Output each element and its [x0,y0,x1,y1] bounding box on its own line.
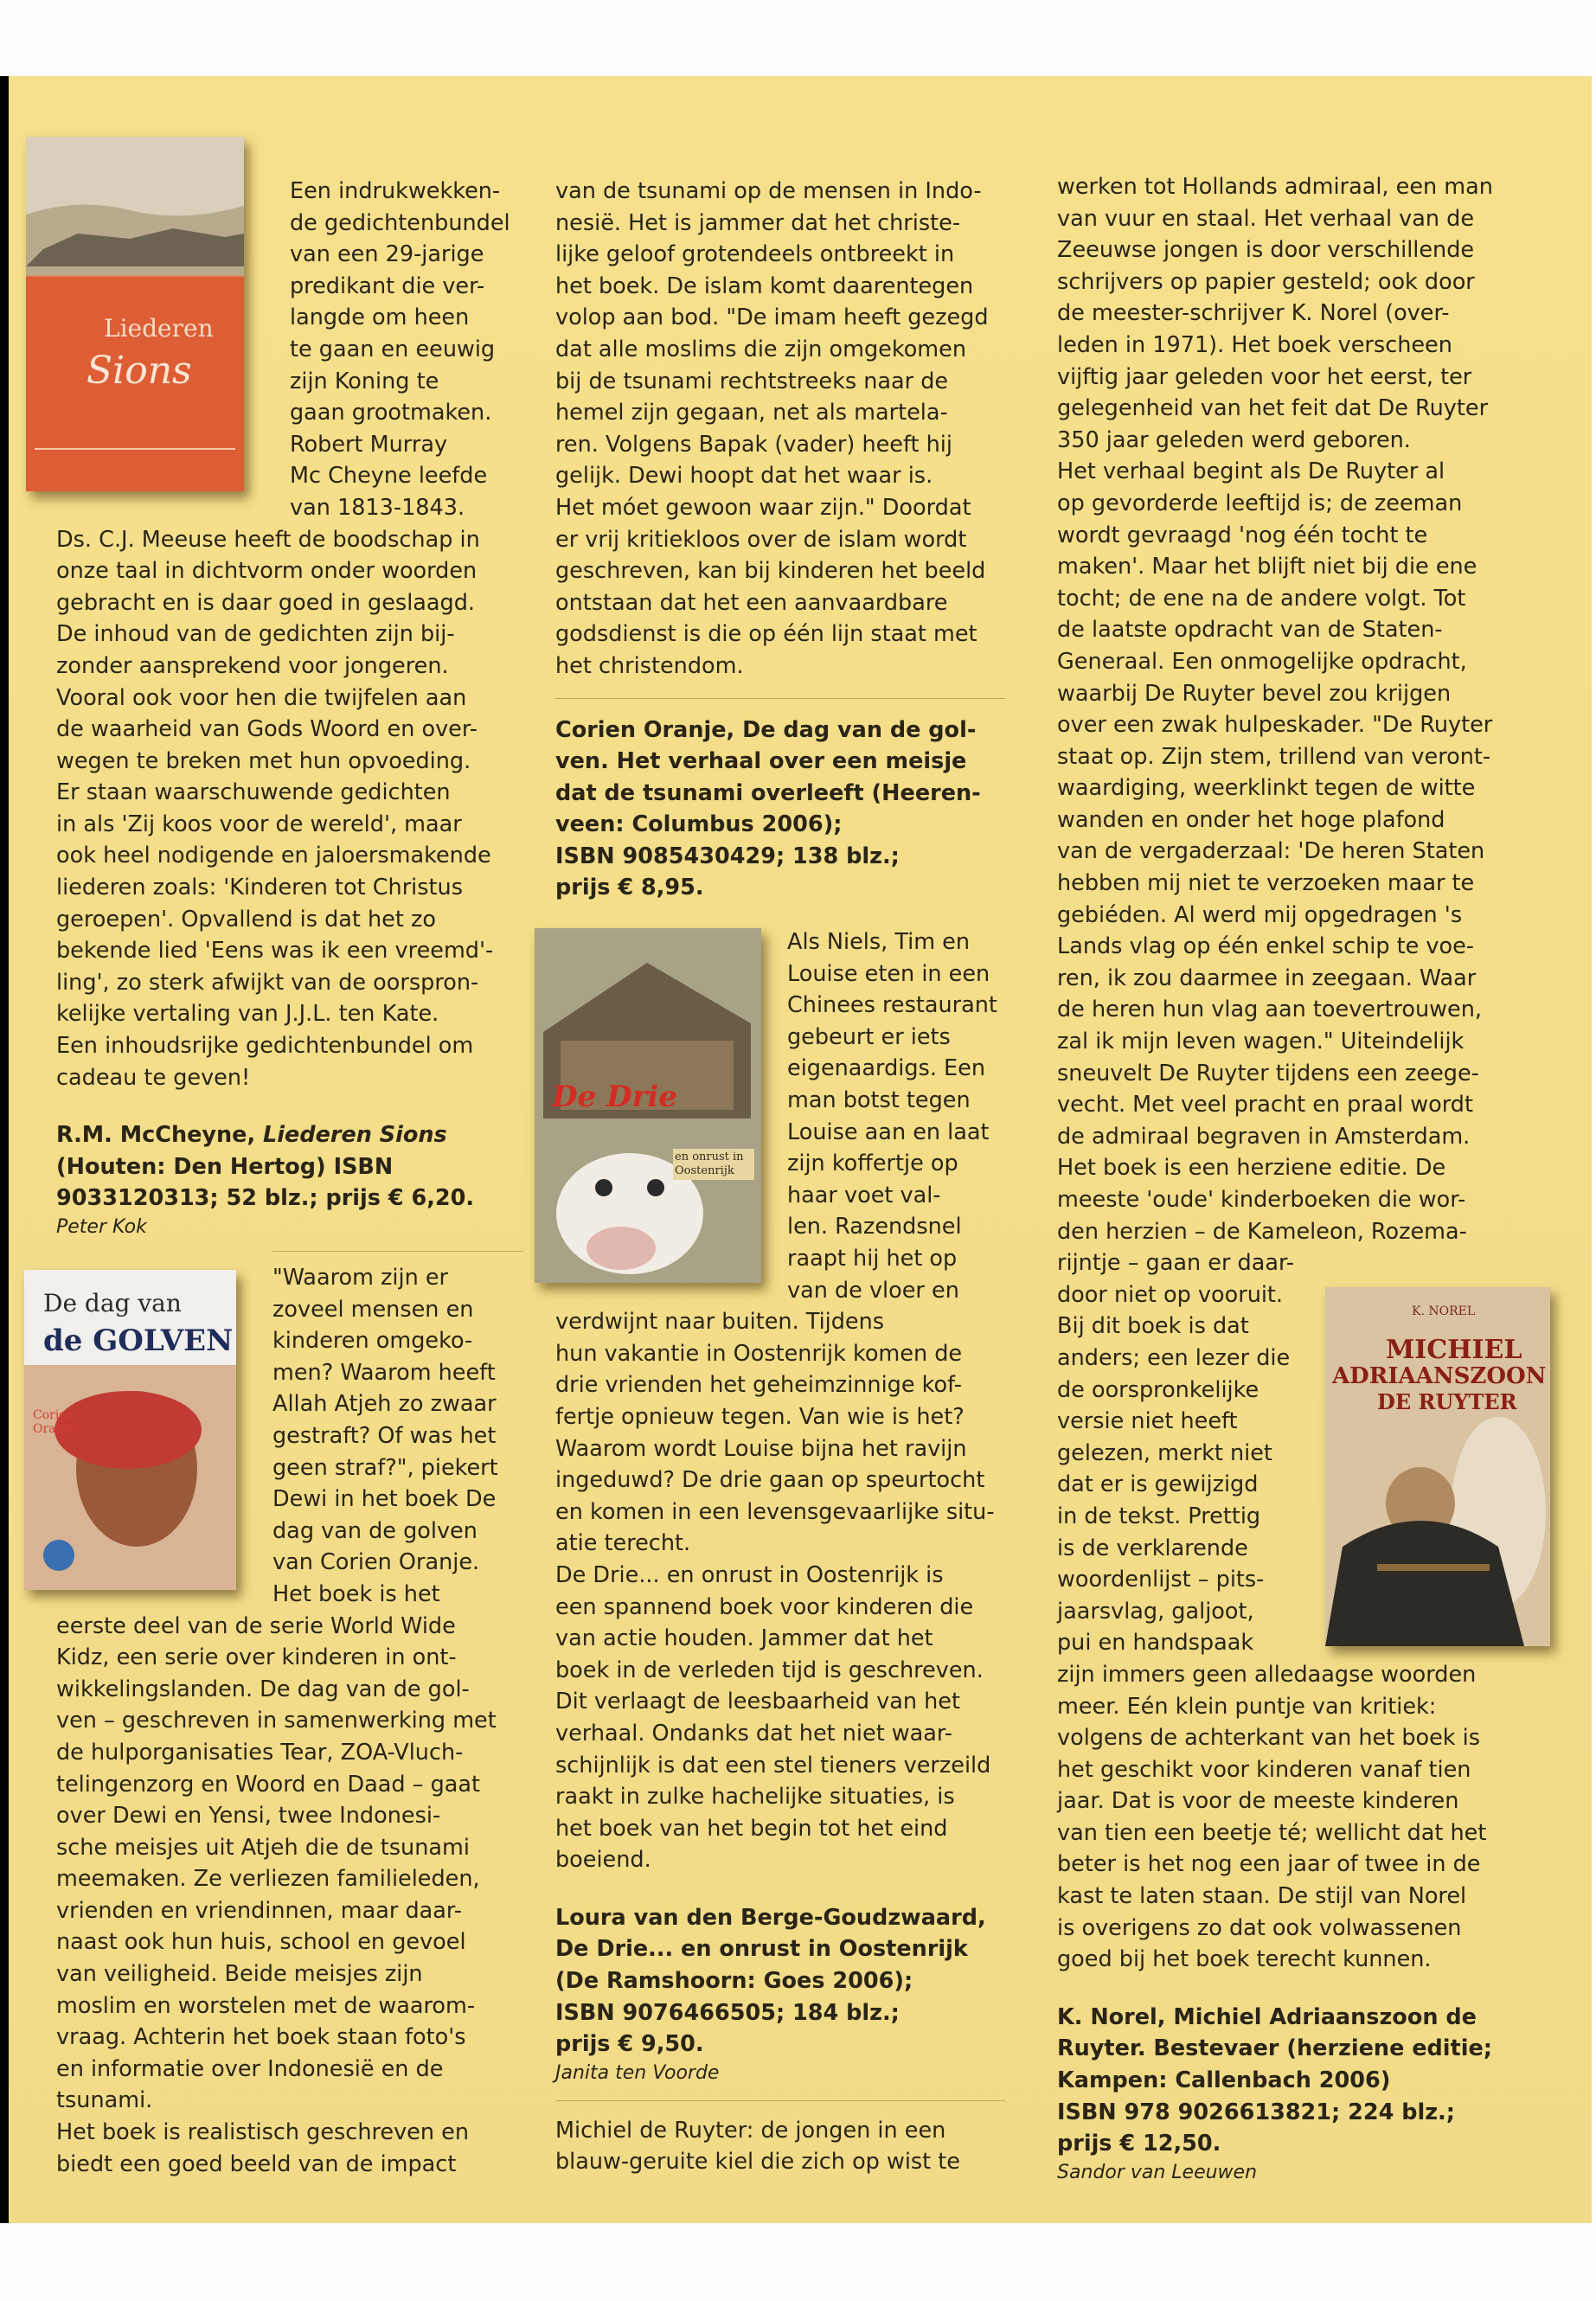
text-line: in als 'Zij koos voor de wereld', maar [56,811,462,837]
text-line: langde om heen [290,304,470,331]
text-line: gebeurt er iets [787,1023,951,1050]
text-line: zijn immers geen alledaagse woorden [1057,1661,1477,1688]
text-line: pui en handspaak [1057,1630,1254,1657]
text-line: volgens de achterkant van het boek is [1057,1725,1481,1752]
text-line: van 1813-1843. [290,494,465,521]
reference-line: veen: Columbus 2006); [555,811,843,838]
text-line: De Drie... en onrust in Oostenrijk is [555,1561,944,1588]
text-line: 350 jaar geleden werd geboren. [1057,426,1411,453]
text-line: verhaal. Ondanks dat het niet waar- [555,1720,952,1747]
text-line: gelijk. Dewi hoopt dat het waar is. [555,463,933,490]
text-line: Het boek is een herziene editie. De [1057,1155,1446,1182]
reference-line: (De Ramshoorn: Goes 2006); [555,1968,913,1995]
text-line: zijn koffertje op [787,1150,958,1177]
cover-title-line2: de GOLVEN [43,1324,234,1358]
review-drie-reference [555,1902,1022,2061]
reference-line: Kampen: Callenbach 2006) [1057,2067,1391,2094]
text-line: gebiéden. Al werd mij opgedragen 's [1057,901,1463,928]
text-line: vrienden en vriendinnen, maar daar- [56,1897,462,1924]
text-line: geschreven, kan bij kinderen het beeld [555,558,986,585]
text-line: Kidz, een serie over kinderen in ont- [56,1644,457,1671]
text-line: ven – geschreven in samenwerking met [56,1708,497,1734]
text-line: Allah Atjeh zo zwaar [272,1391,497,1418]
text-line: werken tot Hollands admiraal, een man [1057,174,1493,200]
text-line: beter is het nog een jaar of twee in de [1057,1851,1481,1878]
text-line: Chinees restaurant [787,992,997,1019]
text-line: kast te laten staan. De stijl van Norel [1057,1883,1467,1910]
text-line: "Waarom zijn er [272,1265,449,1291]
text-line: gaan grootmaken. [290,400,492,426]
text-line: ook heel nodigende en jaloersmakende [56,843,491,869]
reference-line: De Drie... en onrust in Oostenrijk [555,1936,968,1963]
text-line: blauw-geruite kiel die zich op wist te [555,2149,960,2176]
review-liederen-reference [56,1119,523,1215]
text-line: is de verklarende [1057,1535,1248,1561]
cover-title-sions: Sions [87,349,192,393]
reference-line: K. Norel, Michiel Adriaanszoon de [1057,2003,1477,2030]
text-line: man botst tegen [787,1087,971,1114]
text-line: gebracht en is daar goed in geslaagd. [56,589,476,616]
reviewer-name: Peter Kok [56,1216,147,1238]
text-line: Het boek is het [272,1580,440,1607]
ref-isbn: 9033120313; 52 blz.; prijs € 6,20. [56,1185,475,1212]
text-line: gestraft? Of was het [272,1422,497,1449]
text-line: meer. Eén klein puntje van kritiek: [1057,1693,1437,1720]
text-line: Mc Cheyne leefde [290,463,488,490]
text-line: nesië. Het is jammer dat het christe- [555,209,961,236]
text-line: cadeau te geven! [56,1064,251,1091]
text-line: is overigens zo dat ook volwassenen [1057,1914,1462,1941]
ref-publisher: (Houten: Den Hertog) ISBN [56,1153,394,1180]
text-line: geen straf?", piekert [272,1454,498,1481]
text-line: predikant die ver- [290,272,485,299]
text-line: bekende lied 'Eens was ik een vreemd'- [56,938,494,965]
cover-title-de-drie: De Drie [552,1080,677,1114]
text-line: Louise eten in een [787,960,990,987]
text-line: van veiligheid. Beide meisjes zijn [56,1961,423,1988]
text-line: wegen te breken met hun opvoeding. [56,747,471,774]
text-line: Het boek is realistisch geschreven en [56,2119,469,2146]
book-cover-dag-van-de-golven [24,1270,236,1590]
column-3 [1057,171,1524,2186]
reference-line: Ruyter. Bestevaer (herziene editie; [1057,2035,1492,2062]
text-line: geroepen'. Opvallend is dat het zo [56,906,436,933]
text-line: versie niet heeft [1057,1408,1238,1435]
text-line: ontstaan dat het een aanvaardbare [555,589,948,616]
reference-line: Loura van den Berge-Goudzwaard, [555,1904,986,1931]
text-line: meeste 'oude' kinderboeken die wor- [1057,1187,1466,1213]
book-cover-de-drie [535,928,761,1283]
text-line: waardiging, weerklinkt tegen de witte [1057,775,1476,802]
ref-title: Liederen Sions [263,1122,447,1149]
text-line: hemel zijn gegaan, net als martela- [555,400,948,426]
text-line: waarbij De Ruyter bevel zou krijgen [1057,680,1452,707]
review-ruyter-bottom [1057,1659,1524,1976]
text-line: Het verhaal begint als De Ruyter al [1057,458,1445,485]
text-line: telingenzorg en Woord en Daad – gaat [56,1771,481,1798]
text-line: vraag. Achterin het boek staan foto's [56,2024,466,2051]
text-line: raapt hij het op [787,1246,958,1272]
text-line: Bij dit boek is dat [1057,1313,1249,1340]
review-golven-intro [272,1262,523,1611]
text-line: de hulporganisaties Tear, ZOA-Vluch- [56,1739,464,1766]
reference-line: ISBN 9085430429; 138 blz.; [555,843,900,869]
review-ruyter-start [555,2115,1022,2178]
review-golven-body [56,1611,523,2181]
text-line: gelezen, merkt niet [1057,1439,1272,1466]
review-ruyter-narrow [1057,1247,1317,1659]
text-line: Vooral ook voor hen die twijfelen aan [56,684,467,711]
book-cover-liederen-sions [26,137,244,491]
text-line: de waarheid van Gods Woord en over- [56,716,478,743]
text-line: de oorspronkelijke [1057,1376,1259,1403]
text-line: de gedichtenbundel [290,209,510,236]
text-line: het boek. De islam komt daarentegen [555,272,974,299]
review-liederen-body [56,524,523,1094]
text-line: bij de tsunami rechtstreeks naar de [555,368,949,394]
review-ruyter-reference [1057,2002,1524,2160]
text-line: dat er is gewijzigd [1057,1471,1259,1498]
text-line: verdwijnt naar buiten. Tijdens [555,1309,885,1336]
text-line: Dewi in het boek De [272,1486,497,1513]
text-line: van de tsunami op de mensen in Indo- [555,178,982,204]
reference-line: prijs € 8,95. [555,875,704,901]
text-line: raakt in zulke hachelijke situaties, is [555,1784,955,1811]
text-line: Waarom wordt Louise bijna het ravijn [555,1435,967,1462]
text-line: ingeduwd? De drie gaan op speurtocht [555,1467,985,1494]
text-line: meemaken. Ze verliezen familieleden, [56,1866,480,1893]
text-line: schrijvers op papier gesteld; ook door [1057,268,1475,295]
text-line: Lands vlag op één enkel schip te voe- [1057,933,1475,960]
text-line: dag van de golven [272,1517,478,1544]
text-line: sneuvelt De Ruyter tijdens een zeege- [1057,1060,1479,1086]
text-line: op gevorderde leeftijd is; de zeeman [1057,490,1463,516]
text-line: van vuur en staal. Het verhaal van de [1057,205,1475,232]
text-line: De inhoud van de gedichten zijn bij- [56,621,455,648]
text-line: len. Razendsnel [787,1214,962,1240]
text-line: eigenaardigs. Een [787,1055,986,1082]
cover-title-line1: MICHIEL [1386,1335,1522,1365]
text-line: atie terecht. [555,1530,691,1557]
text-line: van Corien Oranje. [272,1549,480,1576]
text-line: naast ook hun huis, school en gevoel [56,1929,466,1956]
text-line: godsdienst is die op één lijn staat met [555,621,977,648]
text-line: en informatie over Indonesië en de [56,2055,444,2082]
text-line: de meester-schrijver K. Norel (over- [1057,300,1450,327]
text-line: jaarsvlag, galjoot, [1057,1598,1254,1625]
text-line: leden in 1971). Het boek verscheen [1057,331,1452,358]
text-line: staat op. Zijn stem, trillend van veront- [1057,743,1491,770]
text-line: zal ik mijn leven wagen." Uiteindelijk [1057,1029,1465,1055]
text-line: de admiraal begraven in Amsterdam. [1057,1123,1471,1150]
text-line: boek in de verleden tijd is geschreven. [555,1657,984,1683]
reviewer-name: Sandor van Leeuwen [1057,2161,1258,2183]
text-line: vijftig jaar geleden voor het eerst, ter [1057,363,1472,390]
magazine-page [9,76,1592,2223]
text-line: kinderen omgeko- [272,1328,473,1355]
text-line: Zeeuwse jongen is door verschillende [1057,237,1475,264]
text-line: van de vloer en [787,1277,959,1304]
text-line: drie vrienden het geheimzinnige kof- [555,1372,962,1399]
cover-subtitle: en onrust in Oostenrijk [673,1149,754,1180]
book-cover-michiel-de-ruyter [1325,1287,1550,1646]
text-line: ling', zo sterk afwijkt van de oorspron- [56,969,479,996]
text-line: Als Niels, Tim en [787,929,971,956]
text-line: Generaal. Een onmogelijke opdracht, [1057,648,1467,675]
reference-line: ISBN 9076466505; 184 blz.; [555,1999,900,2026]
text-line: over Dewi en Yensi, twee Indonesi- [56,1803,441,1830]
text-line: woordenlijst – pits- [1057,1567,1265,1593]
text-line: onze taal in dichtvorm onder woorden [56,558,478,585]
text-line: het geschikt voor kinderen vanaf tien [1057,1756,1471,1783]
text-line: men? Waarom heeft [272,1359,496,1386]
text-line: ren. Volgens Bapak (vader) heeft hij [555,431,952,458]
review-golven-reference [555,715,1022,905]
cover-author: Corien Oranje [33,1408,75,1436]
reviewer-name: Janita ten Voorde [555,2061,720,2084]
reference-line: prijs € 12,50. [1057,2131,1221,2157]
review-golven-continued [555,176,1022,683]
review-liederen-intro [290,176,523,524]
text-line: Er staan waarschuwende gedichten [56,779,451,806]
text-line: van tien een beetje té; wellicht dat het [1057,1819,1487,1846]
text-line: biedt een goed beeld van de impact [56,2150,457,2177]
text-line: sche meisjes uit Atjeh die de tsunami [56,1834,470,1861]
text-line: wikkelingslanden. De dag van de gol- [56,1676,470,1702]
text-line: schijnlijk is dat een stel tieners verzeild [555,1752,991,1779]
reference-line: Corien Oranje, De dag van de gol- [555,716,977,743]
text-line: Een inhoudsrijke gedichtenbundel om [56,1033,474,1060]
text-line: en komen in een levensgevaarlijke situ- [555,1498,995,1525]
text-line: in de tekst. Prettig [1057,1503,1261,1529]
reference-line: ISBN 978 9026613821; 224 blz.; [1057,2099,1455,2125]
text-line: van een 29-jarige [290,241,484,268]
text-line: tocht; de ene na de andere volgt. Tot [1057,585,1466,612]
review-drie-intro [787,926,1022,1306]
text-line: Louise aan en laat [787,1118,990,1145]
text-line: dat alle moslims die zijn omgekomen [555,336,966,362]
text-line: Het móet gewoon waar zijn." Doordat [555,494,971,521]
review-ruyter-body [1057,171,1524,1247]
text-line: hebben mij niet te verzoeken maar te [1057,870,1475,897]
text-line: Dit verlaagt de leesbaarheid van het [555,1689,960,1715]
reference-line: prijs € 9,50. [555,2031,704,2058]
text-line: liederen zoals: 'Kinderen tot Christus [56,875,463,901]
text-line: rijntje – gaan er daar- [1057,1250,1295,1277]
text-line: er vrij kritiekloos over de islam wordt [555,526,967,553]
text-line: de laatste opdracht van de Staten- [1057,617,1443,644]
text-line: zoveel mensen en [272,1296,474,1323]
cover-title-line3: DE RUYTER [1377,1389,1517,1414]
text-line: de heren hun vlag aan toevertrouwen, [1057,997,1482,1023]
ref-author: R.M. McCheyne, [56,1122,256,1149]
text-line: moslim en worstelen met de waarom- [56,1992,476,2019]
text-line: van de vergaderzaal: 'De heren Staten [1057,838,1485,865]
text-line: van actie houden. Jammer dat het [555,1625,933,1652]
text-line: den herzien – de Kameleon, Rozema- [1057,1218,1467,1245]
text-line: lijke geloof grotendeels ontbreekt in [555,241,955,268]
text-line: kelijke vertaling van J.J.L. ten Kate. [56,1001,439,1028]
text-line: vecht. Met veel pracht en praal wordt [1057,1092,1473,1118]
cover-author: K. NOREL [1412,1304,1476,1318]
text-line: eerste deel van de serie World Wide [56,1612,456,1639]
text-line: maken'. Maar het blijft niet bij die ene [1057,554,1477,580]
text-line: hun vakantie in Oostenrijk komen de [555,1340,963,1367]
text-line: over een zwak hulpeskader. "De Ruyter [1057,712,1493,739]
text-line: het boek van het begin tot het eind [555,1815,948,1842]
reference-line: ven. Het verhaal over een meisje [555,748,967,775]
text-line: gelegenheid van het feit dat De Ruyter [1057,395,1489,422]
text-line: Robert Murray [290,431,448,458]
text-line: door niet op vooruit. [1057,1281,1284,1308]
cover-title-liederen: Liederen [104,314,214,343]
text-line: zijn Koning te [290,368,439,394]
text-line: Een indrukwekken- [290,178,501,204]
text-line: fertje opnieuw tegen. Van wie is het? [555,1403,965,1430]
text-line: ren, ik zou daarmee in zeegaan. Waar [1057,965,1477,991]
cover-title-line1: De dag van [43,1289,182,1317]
text-line: wanden en onder het hoge plafond [1057,806,1445,833]
text-line: haar voet val- [787,1182,941,1208]
cover-title-line2: ADRIAANSZOON [1332,1363,1547,1389]
text-line: tsunami. [56,2087,153,2114]
text-line: zonder aansprekend voor jongeren. [56,652,449,679]
reference-line: dat de tsunami overleeft (Heeren- [555,779,981,806]
text-line: Michiel de Ruyter: de jongen in een [555,2117,946,2144]
text-line: wordt gevraagd 'nog één tocht te [1057,522,1428,548]
text-line: boeiend. [555,1847,651,1874]
text-line: een spannend boek voor kinderen die [555,1593,974,1620]
text-line: volop aan bod. "De imam heeft gezegd [555,304,989,331]
text-line: jaar. Dat is voor de meeste kinderen [1057,1788,1459,1815]
text-line: goed bij het boek terecht kunnen. [1057,1946,1432,1973]
review-drie-body [555,1306,1022,1876]
text-line: het christendom. [555,652,744,679]
text-line: te gaan en eeuwig [290,336,496,362]
text-line: Ds. C.J. Meeuse heeft de boodschap in [56,526,480,553]
text-line: anders; een lezer die [1057,1344,1291,1371]
